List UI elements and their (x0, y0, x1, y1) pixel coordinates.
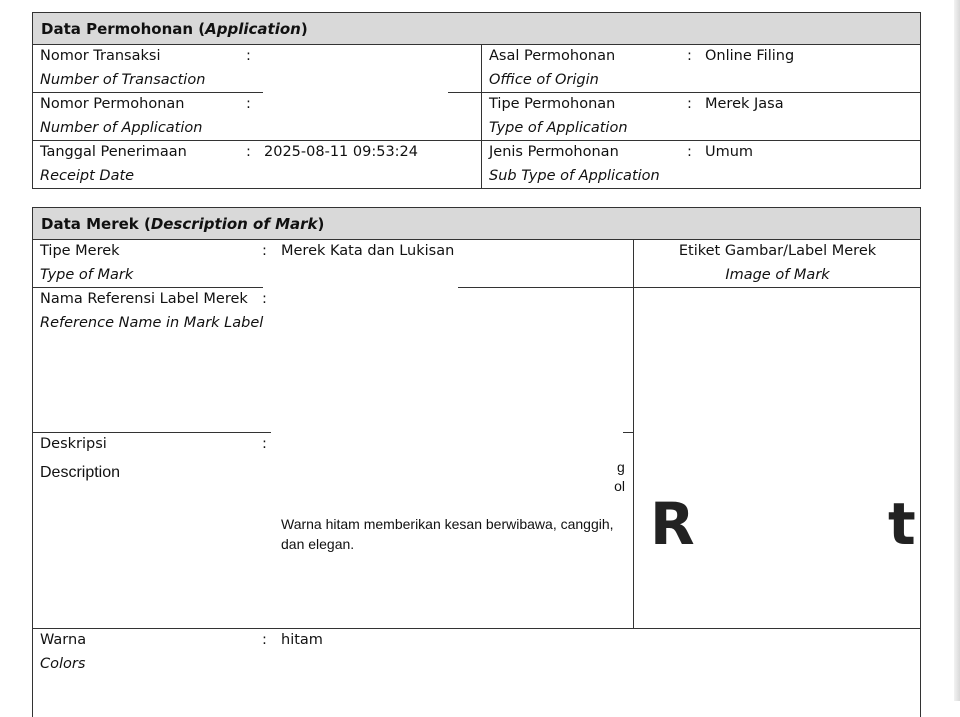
transaction-number-label: Nomor Transaksi (40, 48, 161, 64)
description-label-en: Description (40, 464, 121, 481)
mark-header-en: Description of Mark (150, 215, 318, 233)
receipt-date-label-en: Receipt Date (40, 168, 135, 184)
mark-type-label: Tipe Merek (40, 243, 120, 259)
colors-colon: : (262, 632, 267, 648)
sub-type-value: Umum (705, 144, 754, 160)
application-section (32, 12, 921, 189)
mark-section (32, 207, 921, 717)
colors-label: Warna (40, 632, 87, 648)
mark-line-gap-2 (271, 430, 623, 434)
reference-name-label: Nama Referensi Label Merek (40, 291, 248, 307)
mark-header-close: ) (317, 215, 325, 233)
application-type-value: Merek Jasa (705, 96, 784, 112)
mark-image-label-en: Image of Mark (725, 267, 830, 283)
mark-type-label-en: Type of Mark (40, 267, 134, 283)
description-label: Deskripsi (40, 436, 107, 452)
description-fragment-2: ol (614, 478, 625, 494)
reference-name-label-en: Reference Name in Mark Label (40, 315, 264, 331)
application-number-colon: : (246, 96, 251, 112)
origin-value: Online Filing (705, 48, 795, 64)
sub-type-colon: : (687, 144, 692, 160)
application-column-divider (481, 44, 482, 189)
origin-colon: : (687, 48, 692, 64)
origin-label: Asal Permohonan (489, 48, 616, 64)
reference-name-colon: : (262, 291, 267, 307)
description-text-line-2: dan elegan. (281, 536, 355, 552)
mark-line-gap-1 (263, 285, 458, 289)
description-text-line-1: Warna hitam memberikan kesan berwibawa, canggih, (281, 516, 614, 532)
receipt-date-colon: : (246, 144, 251, 160)
mark-row-divider-3 (33, 628, 921, 629)
sub-type-label-en: Sub Type of Application (489, 168, 660, 184)
application-number-label: Nomor Permohonan (40, 96, 185, 112)
application-header-main: Data Permohonan ( (41, 20, 206, 38)
sub-type-label: Jenis Permohonan (489, 144, 619, 160)
application-number-label-en: Number of Application (40, 120, 203, 136)
colors-label-en: Colors (40, 656, 86, 672)
description-fragment-1: g (617, 459, 625, 475)
mark-logo-letter-t: t (888, 490, 916, 558)
mark-logo-letter-r: R (650, 490, 695, 558)
transaction-number-label-en: Number of Transaction (40, 72, 206, 88)
mark-type-colon: : (262, 243, 267, 259)
receipt-date-label: Tanggal Penerimaan (40, 144, 187, 160)
application-section-header (33, 13, 920, 45)
application-type-label: Tipe Permohonan (489, 96, 616, 112)
application-header-close: ) (300, 20, 308, 38)
receipt-date-value: 2025-08-11 09:53:24 (264, 144, 418, 160)
mark-image-area (634, 288, 921, 628)
transaction-number-colon: : (246, 48, 251, 64)
colors-value: hitam (281, 632, 323, 648)
page-edge (954, 0, 960, 701)
mark-header-main: Data Merek ( (41, 215, 151, 233)
application-type-label-en: Type of Application (489, 120, 628, 136)
mark-section-header (33, 208, 920, 240)
application-type-colon: : (687, 96, 692, 112)
mark-image-label: Etiket Gambar/Label Merek (678, 243, 877, 259)
mark-type-value: Merek Kata dan Lukisan (281, 243, 455, 259)
application-header-en: Application (205, 20, 301, 38)
description-colon: : (262, 436, 267, 452)
origin-label-en: Office of Origin (489, 72, 599, 88)
